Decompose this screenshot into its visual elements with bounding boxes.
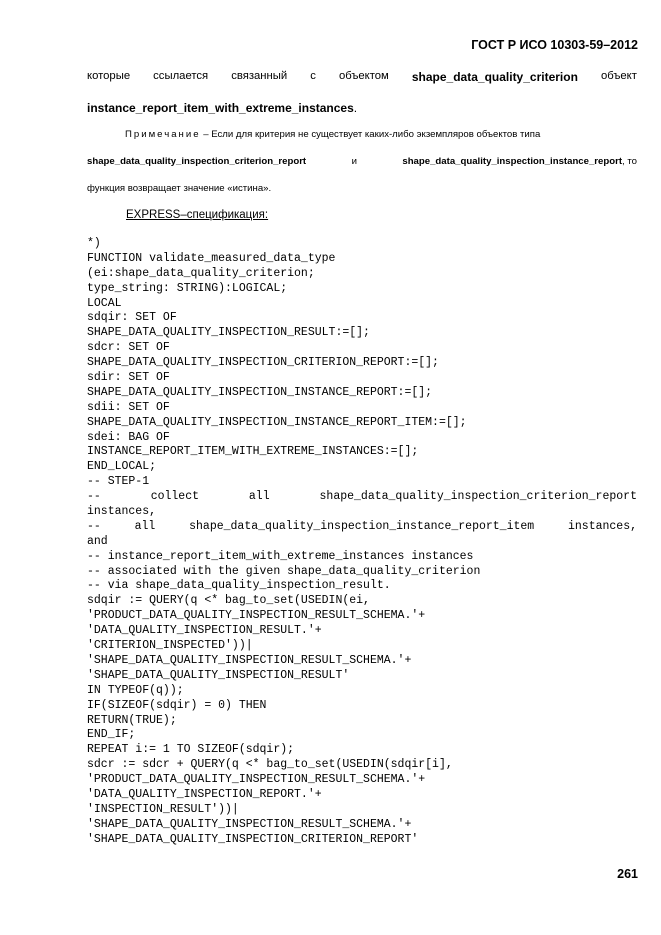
code-line: sdcr: SET OF — [87, 341, 170, 355]
code-line: SHAPE_DATA_QUALITY_INSPECTION_RESULT:=[]; — [87, 326, 370, 340]
code-line: -- via shape_data_quality_inspection_result. — [87, 579, 391, 593]
period: . — [353, 101, 358, 115]
code-line: IN TYPEOF(q)); — [87, 683, 184, 697]
word: связанный — [231, 70, 288, 82]
code-line: type_string: STRING):LOGICAL; — [87, 281, 288, 295]
note-line-1 — [87, 129, 637, 140]
code-line: RETURN(TRUE); — [87, 713, 177, 727]
word: которые — [87, 70, 131, 82]
note-line-2 — [87, 156, 637, 167]
code-line: (ei:shape_data_quality_criterion; — [87, 266, 315, 280]
express-code-block — [87, 237, 637, 848]
entity-name: shape_data_quality_inspection_criterion_report — [87, 156, 307, 167]
word: объект — [600, 70, 637, 82]
code-line: -- collect all shape_data_quality_inspection_criterion_report — [87, 490, 637, 504]
word: ссылается — [153, 70, 209, 82]
code-line: sdir: SET OF — [87, 371, 170, 385]
note-text: – Если для критерия не существует каких-либо экземпляров объектов типа — [200, 129, 541, 140]
code-line: 'PRODUCT_DATA_QUALITY_INSPECTION_RESULT_SCHEMA.'+ — [87, 773, 426, 787]
code-line: REPEAT i:= 1 TO SIZEOF(sdqir); — [87, 743, 295, 757]
paragraph-line-2 — [87, 101, 357, 115]
paragraph-line-1 — [87, 70, 637, 84]
code-line: -- associated with the given shape_data_quality_criterion — [87, 564, 481, 578]
code-line: *) — [87, 237, 101, 250]
note-line-3: функция возвращает значение «истина». — [87, 183, 272, 194]
note-label: Примечание — [125, 129, 201, 140]
word: с — [310, 70, 316, 82]
conjunction: и — [351, 156, 357, 167]
code-line: END_IF; — [87, 728, 136, 742]
code-line: 'SHAPE_DATA_QUALITY_INSPECTION_RESULT' — [87, 668, 350, 682]
code-line: -- all shape_data_quality_inspection_instance_report_item instances, — [87, 519, 637, 533]
page-number: 261 — [617, 867, 638, 881]
code-line: instances, — [87, 505, 157, 519]
code-line: FUNCTION validate_measured_data_type — [87, 251, 336, 265]
code-line: 'SHAPE_DATA_QUALITY_INSPECTION_RESULT_SCHEMA.'+ — [87, 653, 412, 667]
code-line: sdii: SET OF — [87, 400, 170, 414]
note-tail: , то — [622, 156, 637, 167]
code-line: sdqir: SET OF — [87, 311, 177, 325]
code-line: SHAPE_DATA_QUALITY_INSPECTION_INSTANCE_REPORT:=[]; — [87, 385, 433, 399]
code-line: 'CRITERION_INSPECTED'))| — [87, 639, 253, 653]
code-line: -- STEP-1 — [87, 475, 150, 489]
document-header: ГОСТ Р ИСО 10303-59–2012 — [471, 38, 638, 52]
code-line: 'SHAPE_DATA_QUALITY_INSPECTION_RESULT_SCHEMA.'+ — [87, 817, 412, 831]
word: объектом — [338, 70, 389, 82]
code-line: END_LOCAL; — [87, 460, 157, 474]
code-line: LOCAL — [87, 296, 122, 310]
code-line: -- instance_report_item_with_extreme_instances instances — [87, 549, 474, 563]
entity-name: instance_report_item_with_extreme_instances — [87, 101, 354, 115]
entity-name: shape_data_quality_criterion — [411, 70, 578, 84]
express-heading: EXPRESS–спецификация: — [126, 209, 269, 221]
code-line: 'PRODUCT_DATA_QUALITY_INSPECTION_RESULT_SCHEMA.'+ — [87, 609, 426, 623]
code-line: SHAPE_DATA_QUALITY_INSPECTION_INSTANCE_REPORT_ITEM:=[]; — [87, 415, 467, 429]
code-line: 'INSPECTION_RESULT'))| — [87, 802, 239, 816]
code-line: IF(SIZEOF(sdqir) = 0) THEN — [87, 698, 267, 712]
code-line: 'SHAPE_DATA_QUALITY_INSPECTION_CRITERION_REPORT' — [87, 832, 419, 846]
code-line: sdei: BAG OF — [87, 430, 170, 444]
code-line: SHAPE_DATA_QUALITY_INSPECTION_CRITERION_REPORT:=[]; — [87, 356, 439, 370]
code-line: and — [87, 534, 108, 548]
code-line: sdcr := sdcr + QUERY(q <* bag_to_set(USEDIN(sdqir[i], — [87, 758, 453, 772]
code-line: INSTANCE_REPORT_ITEM_WITH_EXTREME_INSTANCES:=[]; — [87, 445, 419, 459]
entity-name: shape_data_quality_inspection_instance_report — [402, 156, 623, 167]
code-line: 'DATA_QUALITY_INSPECTION_REPORT.'+ — [87, 787, 322, 801]
code-line: sdqir := QUERY(q <* bag_to_set(USEDIN(ei, — [87, 594, 370, 608]
code-line: 'DATA_QUALITY_INSPECTION_RESULT.'+ — [87, 624, 322, 638]
